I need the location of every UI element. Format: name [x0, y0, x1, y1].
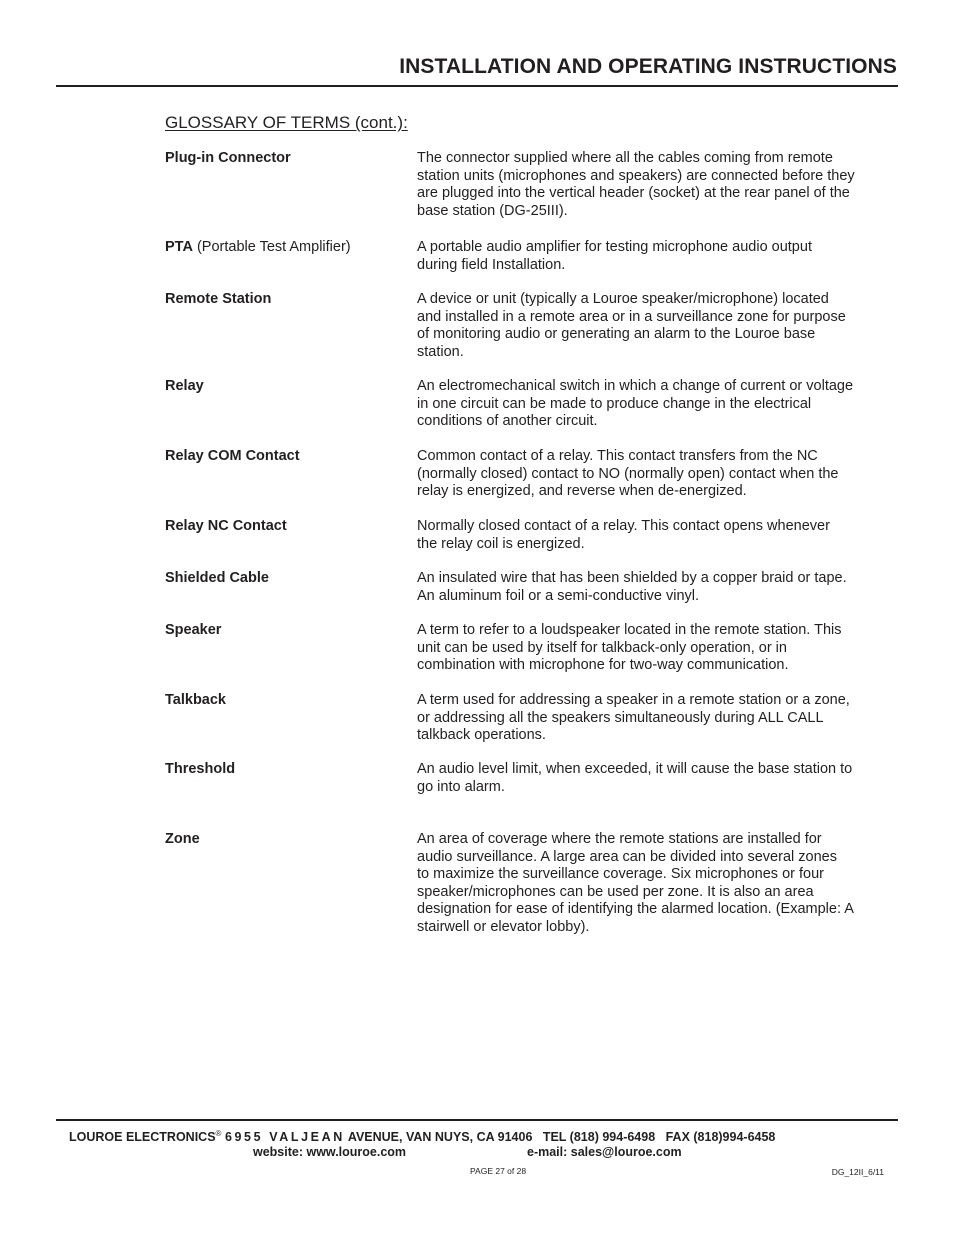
glossary-term — [165, 570, 405, 588]
term-name: Zone — [165, 831, 200, 847]
section-title: GLOSSARY OF TERMS (cont.): — [165, 113, 408, 132]
definition-line: audio surveillance. A large area can be divided into several zones — [417, 848, 837, 865]
definition-line: speaker/microphones can be used per zone. It is also an area — [417, 883, 814, 900]
document-code: DG_12II_6/11 — [831, 1167, 884, 1177]
glossary-definition — [417, 378, 907, 431]
definition-line: talkback operations. — [417, 727, 546, 744]
definition-line: An insulated wire that has been shielded by a copper braid or tape. — [417, 570, 847, 586]
term-suffix: (Portable Test Amplifier) — [192, 239, 351, 255]
footer-company: LOUROE ELECTRONICS — [69, 1130, 216, 1145]
definition-line: Normally closed contact of a relay. This contact opens whenever — [417, 518, 830, 534]
glossary-term — [165, 239, 405, 257]
definition-line: An aluminum foil or a semi-conductive vinyl. — [417, 587, 700, 604]
footer-fax: FAX (818)994-6458 — [665, 1130, 776, 1145]
definition-line: are plugged into the vertical header (socket) at the rear panel of the — [417, 185, 850, 202]
glossary-definition — [417, 291, 907, 361]
term-name: Plug-in Connector — [165, 150, 291, 166]
definition-line: conditions of another circuit. — [417, 413, 598, 430]
definition-line: during field Installation. — [417, 256, 566, 273]
definition-line: combination with microphone for two-way communication. — [417, 657, 789, 674]
definition-line: An electromechanical switch in which a change of current or voltage — [417, 378, 854, 394]
term-name: Threshold — [165, 761, 236, 777]
definition-line: Common contact of a relay. This contact transfers from the NC — [417, 448, 818, 464]
page-title: INSTALLATION AND OPERATING INSTRUCTIONS — [399, 55, 897, 78]
definition-line: go into alarm. — [417, 778, 505, 795]
term-name: Relay NC Contact — [165, 518, 287, 534]
definition-line: and installed in a remote area or in a surveillance zone for purpose — [417, 308, 846, 325]
definition-line: of monitoring audio or generating an alarm to the Louroe base — [417, 326, 816, 343]
definition-line: station units (microphones and speakers) are connected before they — [417, 167, 855, 184]
registered-mark: ® — [215, 1129, 222, 1138]
glossary-definition — [417, 448, 907, 501]
footer-address-rest: AVENUE, VAN NUYS, CA 91406 — [344, 1130, 533, 1145]
definition-line: A term to refer to a loudspeaker located in the remote station. This — [417, 622, 842, 638]
glossary-term — [165, 448, 405, 466]
glossary-term — [165, 291, 405, 309]
definition-line: The connector supplied where all the cables coming from remote — [417, 150, 833, 166]
glossary-term — [165, 150, 405, 168]
footer-email: e-mail: sales@louroe.com — [527, 1145, 682, 1159]
definition-line: unit can be used by itself for talkback-only operation, or in — [417, 639, 787, 656]
definition-line: base station (DG-25III). — [417, 202, 568, 219]
definition-line: A term used for addressing a speaker in a remote station or a zone, — [417, 692, 850, 708]
footer-tel: TEL (818) 994-6498 — [542, 1130, 656, 1145]
glossary-definition — [417, 831, 907, 937]
definition-line: or addressing all the speakers simultaneously during ALL CALL — [417, 709, 824, 726]
term-name: Remote Station — [165, 291, 272, 307]
definition-line: A portable audio amplifier for testing microphone audio output — [417, 239, 812, 255]
definition-line: the relay coil is energized. — [417, 535, 585, 552]
glossary-term — [165, 831, 405, 849]
glossary-definition — [417, 570, 907, 605]
glossary-term — [165, 518, 405, 536]
glossary-definition — [417, 518, 907, 553]
glossary-term — [165, 761, 405, 779]
term-name: Relay — [165, 378, 204, 394]
glossary-definition — [417, 761, 907, 796]
header-divider — [56, 85, 898, 87]
glossary-definition — [417, 622, 907, 675]
definition-line: station. — [417, 343, 464, 360]
definition-line: stairwell or elevator lobby). — [417, 918, 590, 935]
glossary-term — [165, 378, 405, 396]
term-name: Talkback — [165, 692, 226, 708]
definition-line: An area of coverage where the remote stations are installed for — [417, 831, 822, 847]
footer-address-number: 6955 VALJEAN — [224, 1130, 345, 1145]
definition-line: A device or unit (typically a Louroe speaker/microphone) located — [417, 291, 829, 307]
glossary-definition — [417, 239, 907, 274]
footer-contact-line — [69, 1129, 775, 1144]
glossary-definition — [417, 150, 907, 220]
footer-divider — [56, 1119, 898, 1121]
footer-website: website: www.louroe.com — [253, 1145, 407, 1159]
definition-line: in one circuit can be made to produce change in the electrical — [417, 395, 812, 412]
term-name: Shielded Cable — [165, 570, 269, 586]
term-name: PTA — [165, 239, 193, 255]
definition-line: to maximize the surveillance coverage. Six microphones or four — [417, 866, 824, 883]
glossary-term — [165, 622, 405, 640]
term-name: Relay COM Contact — [165, 448, 300, 464]
glossary-term — [165, 692, 405, 710]
definition-line: (normally closed) contact to NO (normally open) contact when the — [417, 465, 839, 482]
definition-line: designation for ease of identifying the alarmed location. (Example: A — [417, 901, 854, 918]
term-name: Speaker — [165, 622, 222, 638]
definition-line: An audio level limit, when exceeded, it will cause the base station to — [417, 761, 853, 777]
page-number: PAGE 27 of 28 — [470, 1166, 527, 1176]
glossary-definition — [417, 692, 907, 745]
definition-line: relay is energized, and reverse when de-energized. — [417, 483, 747, 500]
